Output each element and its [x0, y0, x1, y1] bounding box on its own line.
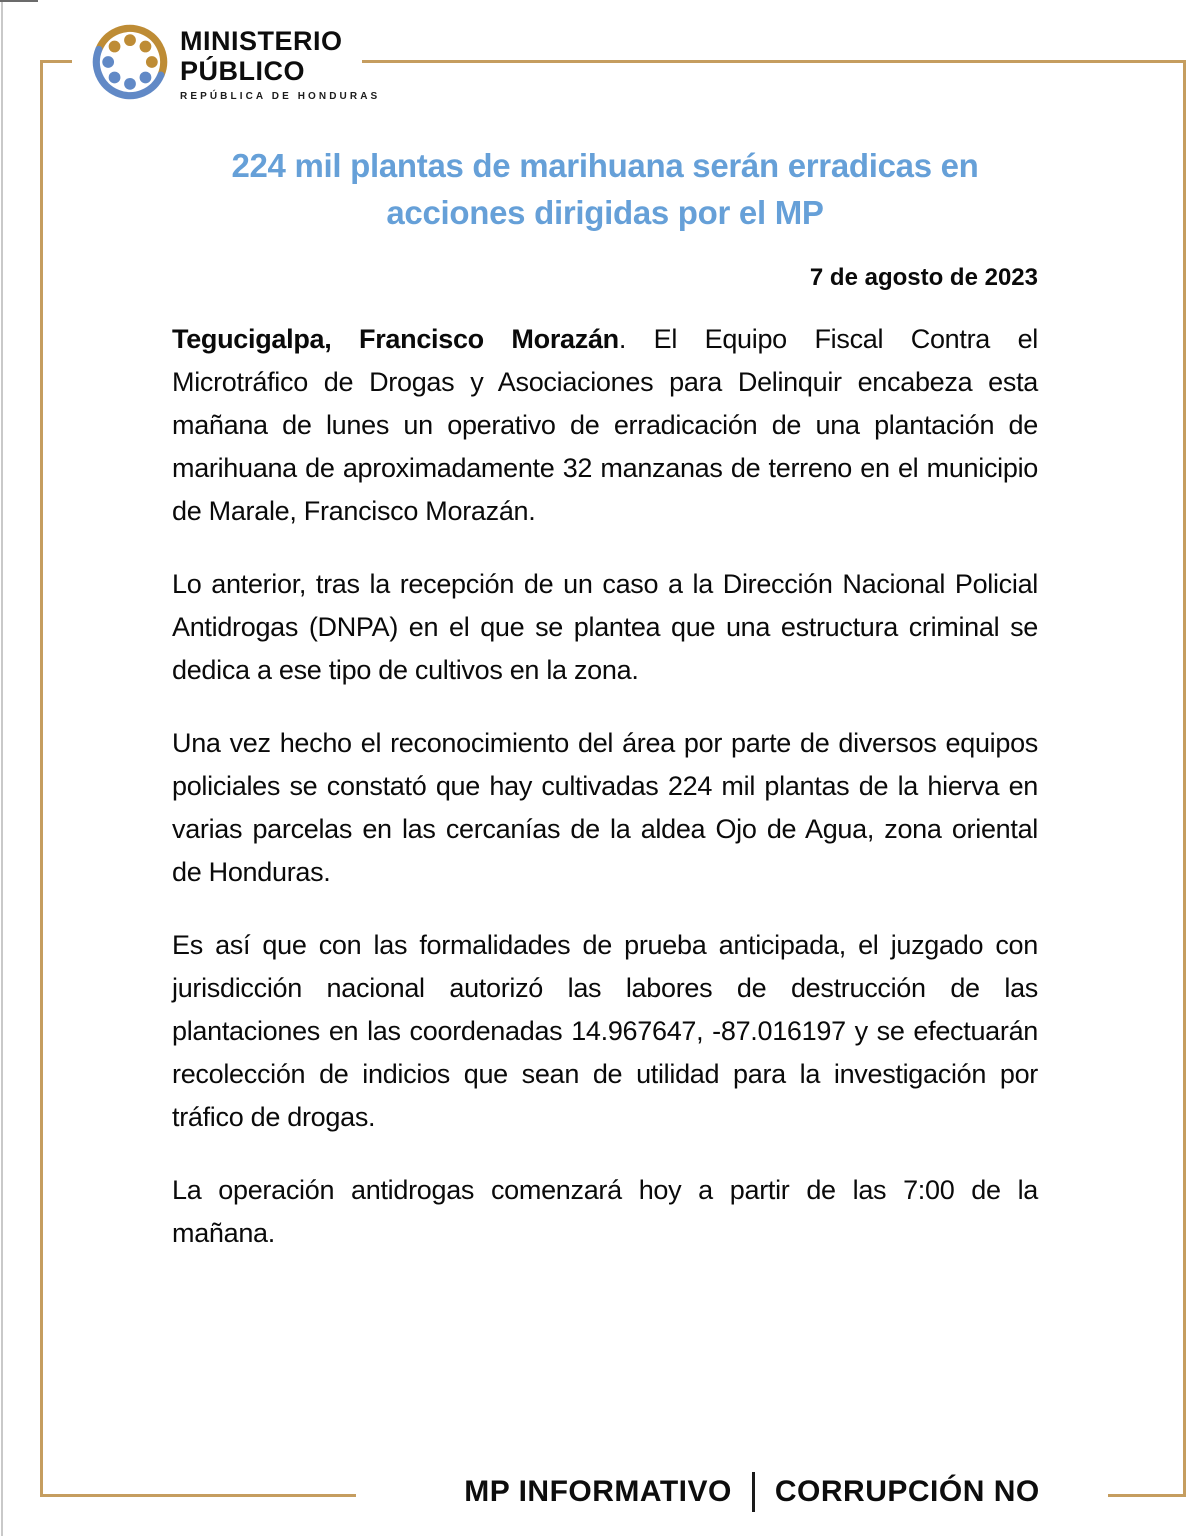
article-paragraphs: [172, 318, 1038, 1255]
paragraph: [172, 924, 1038, 1139]
frame-bottom-left-run: [40, 1494, 356, 1497]
frame-bottom-right-return: [1108, 1494, 1186, 1497]
footer-left-text: MP INFORMATIVO: [464, 1475, 732, 1508]
paragraph-text: Es así que con las formalidades de prueba anticipada, el juzgado con jurisdicción nacional autorizó las labores de destrucción de las plantaciones en las coordenadas 14.967647, -87.016197 y se efectuarán recolección de indicios que sean de utilidad para la investigación por tráfico de drogas.: [172, 930, 1038, 1132]
paragraph-text: . El Equipo Fiscal Contra el Microtráfico de Drogas y Asociaciones para Delinquir encabeza esta mañana de lunes un operativo de erradicación de una plantación de marihuana de aproximadamente 32 manzanas de terreno en el municipio de Marale, Francisco Morazán.: [172, 324, 1038, 526]
dateline: Tegucigalpa, Francisco Morazán: [172, 324, 619, 354]
footer-banner: [420, 1472, 1084, 1512]
paragraph: [172, 1169, 1038, 1255]
paragraph: [172, 563, 1038, 692]
paragraph: [172, 722, 1038, 894]
screenshot-corner-tick: [0, 0, 38, 2]
screenshot-left-edge: [1, 0, 3, 1536]
footer-separator: [752, 1472, 755, 1512]
paragraph: [172, 318, 1038, 533]
org-name-line2: PÚBLICO: [180, 56, 305, 86]
mp-emblem-icon: [88, 20, 172, 104]
article-date: 7 de agosto de 2023: [809, 264, 1038, 291]
paragraph-text: La operación antidrogas comenzará hoy a partir de las 7:00 de la mañana.: [172, 1175, 1038, 1248]
article-title: [172, 142, 1038, 236]
article-title-line1: 224 mil plantas de marihuana serán erradicas en: [231, 147, 979, 184]
org-name-line1: MINISTERIO: [180, 26, 343, 56]
article-body: [172, 0, 1038, 1285]
footer-right-text: CORRUPCIÓN NO: [774, 1475, 1040, 1508]
article-title-line2: acciones dirigidas por el MP: [386, 194, 824, 231]
frame-right-rail: [1183, 60, 1186, 1497]
paragraph-text: Una vez hecho el reconocimiento del área por parte de diversos equipos policiales se constató que hay cultivadas 224 mil plantas de la hierva en varias parcelas en las cercanías de la aldea Ojo de Agua, zona oriental de Honduras.: [172, 728, 1038, 887]
frame-left-rail: [40, 60, 43, 1497]
org-subtitle: REPÚBLICA DE HONDURAS: [180, 91, 381, 102]
frame-top-left-stub: [40, 60, 72, 63]
paragraph-text: Lo anterior, tras la recepción de un caso a la Dirección Nacional Policial Antidrogas (DNPA) en el que se plantea que una estructura criminal se dedica a ese tipo de cultivos en la zona.: [172, 569, 1038, 685]
